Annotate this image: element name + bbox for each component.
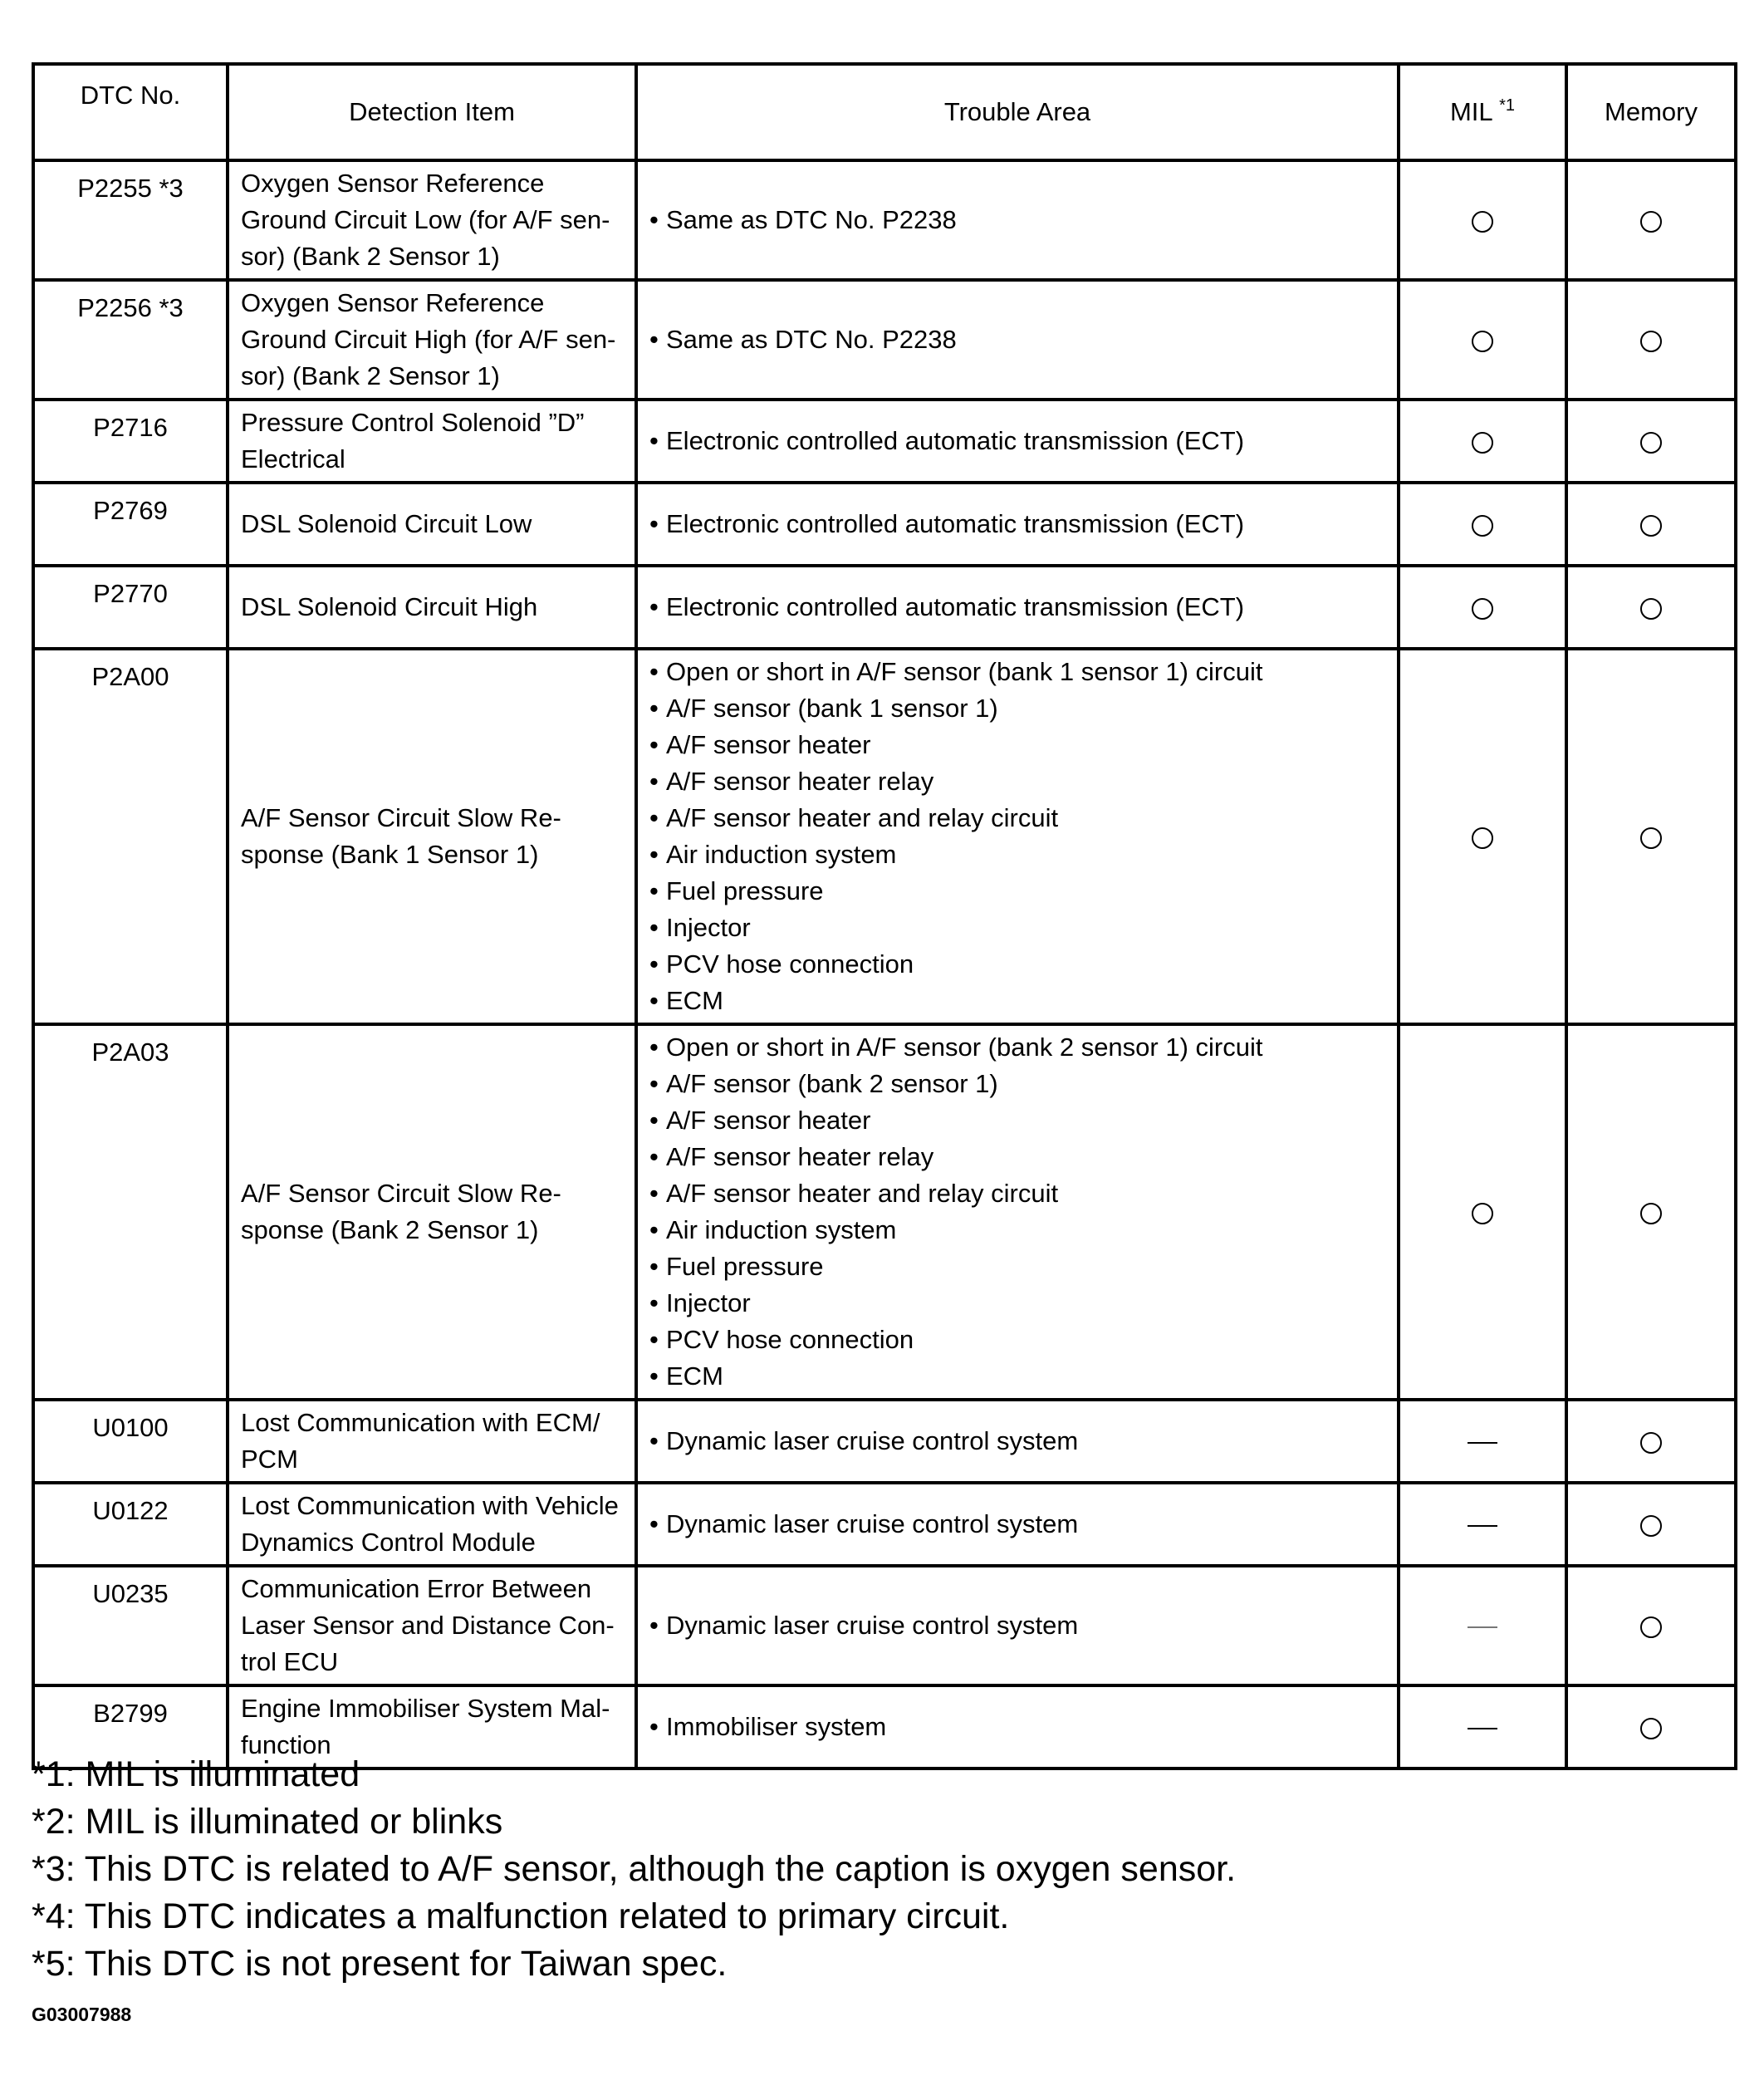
footnote-2: *2: MIL is illuminated or blinks: [32, 1802, 503, 1842]
cell-dtc-no: U0235: [33, 1566, 228, 1685]
cell-dtc-no: P2769: [33, 483, 228, 566]
circle-icon: [1640, 432, 1662, 454]
table-body: [33, 160, 1736, 1768]
trouble-area-item: • Fuel pressure: [649, 1248, 1385, 1285]
cell-dtc-no: P2A03: [33, 1024, 228, 1400]
cell-memory: [1566, 400, 1736, 483]
circle-icon: [1640, 1718, 1662, 1739]
trouble-area-item: • Air induction system: [649, 1212, 1385, 1248]
trouble-area-item: • Open or short in A/F sensor (bank 2 sensor 1) circuit: [649, 1029, 1385, 1066]
cell-mil: [1399, 1400, 1566, 1483]
trouble-area-item: • Fuel pressure: [649, 873, 1385, 910]
trouble-area-item: • Air induction system: [649, 836, 1385, 873]
circle-icon: [1640, 827, 1662, 849]
cell-detection-item: Lost Communication with Vehicle Dynamics Control Module: [228, 1483, 636, 1566]
circle-icon: [1472, 331, 1493, 352]
cell-memory: [1566, 160, 1736, 280]
cell-trouble-area: [636, 160, 1399, 280]
trouble-area-item: • A/F sensor heater relay: [649, 763, 1385, 800]
cell-dtc-no: P2256 *3: [33, 280, 228, 400]
cell-mil: [1399, 649, 1566, 1024]
dash-icon: [1468, 1442, 1497, 1444]
trouble-area-item: • Electronic controlled automatic transmission (ECT): [649, 506, 1385, 542]
circle-icon: [1472, 1203, 1493, 1224]
table-header-row: [33, 64, 1736, 160]
table-row: [33, 400, 1736, 483]
trouble-area-item: • Open or short in A/F sensor (bank 1 sensor 1) circuit: [649, 654, 1385, 690]
trouble-area-list: [649, 589, 1385, 625]
trouble-area-item: • ECM: [649, 983, 1385, 1019]
trouble-area-list: [649, 654, 1385, 1019]
dash-icon: [1468, 1525, 1497, 1527]
cell-dtc-no: P2A00: [33, 649, 228, 1024]
cell-memory: [1566, 566, 1736, 649]
cell-trouble-area: [636, 1400, 1399, 1483]
trouble-area-item: • Immobiliser system: [649, 1709, 1385, 1745]
trouble-area-item: • Electronic controlled automatic transmission (ECT): [649, 589, 1385, 625]
dash-icon: [1468, 1626, 1497, 1628]
cell-dtc-no: P2255 *3: [33, 160, 228, 280]
circle-icon: [1640, 211, 1662, 233]
cell-memory: [1566, 1483, 1736, 1566]
trouble-area-item: • Dynamic laser cruise control system: [649, 1607, 1385, 1644]
circle-icon: [1640, 515, 1662, 537]
trouble-area-list: [649, 1029, 1385, 1395]
trouble-area-item: • A/F sensor heater and relay circuit: [649, 1175, 1385, 1212]
cell-trouble-area: [636, 400, 1399, 483]
cell-dtc-no: P2716: [33, 400, 228, 483]
trouble-area-list: [649, 321, 1385, 358]
cell-memory: [1566, 1566, 1736, 1685]
circle-icon: [1472, 211, 1493, 233]
trouble-area-item: • A/F sensor (bank 2 sensor 1): [649, 1066, 1385, 1102]
footnote-1: *1: MIL is illuminated: [32, 1754, 360, 1794]
trouble-area-list: [649, 1506, 1385, 1543]
cell-mil: [1399, 280, 1566, 400]
cell-detection-item: Communication Error Between Laser Sensor and Distance Con-trol ECU: [228, 1566, 636, 1685]
cell-memory: [1566, 1400, 1736, 1483]
cell-memory: [1566, 280, 1736, 400]
dash-icon: [1468, 1728, 1497, 1729]
header-mil-note: *1: [1499, 96, 1516, 115]
footnotes: [32, 1751, 1236, 1988]
cell-detection-item: Oxygen Sensor Reference Ground Circuit Low (for A/F sen-sor) (Bank 2 Sensor 1): [228, 160, 636, 280]
header-mil-label: MIL: [1449, 97, 1492, 126]
cell-trouble-area: [636, 649, 1399, 1024]
cell-dtc-no: U0100: [33, 1400, 228, 1483]
trouble-area-list: [649, 1423, 1385, 1459]
table-row: [33, 280, 1736, 400]
header-trouble-area: Trouble Area: [636, 64, 1399, 160]
table-row: [33, 483, 1736, 566]
circle-icon: [1640, 1432, 1662, 1454]
trouble-area-item: • ECM: [649, 1358, 1385, 1395]
header-detection-item: Detection Item: [228, 64, 636, 160]
cell-mil: [1399, 483, 1566, 566]
cell-trouble-area: [636, 1024, 1399, 1400]
cell-detection-item: DSL Solenoid Circuit Low: [228, 483, 636, 566]
trouble-area-list: [649, 1607, 1385, 1644]
cell-detection-item: Oxygen Sensor Reference Ground Circuit High (for A/F sen-sor) (Bank 2 Sensor 1): [228, 280, 636, 400]
header-memory: Memory: [1566, 64, 1736, 160]
trouble-area-item: • Injector: [649, 1285, 1385, 1322]
circle-icon: [1472, 827, 1493, 849]
trouble-area-item: • Dynamic laser cruise control system: [649, 1506, 1385, 1543]
trouble-area-item: • A/F sensor heater and relay circuit: [649, 800, 1385, 836]
trouble-area-list: [649, 1709, 1385, 1745]
cell-memory: [1566, 1024, 1736, 1400]
circle-icon: [1472, 515, 1493, 537]
trouble-area-list: [649, 506, 1385, 542]
circle-icon: [1640, 1515, 1662, 1537]
cell-detection-item: A/F Sensor Circuit Slow Re-sponse (Bank 1 Sensor 1): [228, 649, 636, 1024]
trouble-area-item: • Same as DTC No. P2238: [649, 202, 1385, 238]
circle-icon: [1640, 331, 1662, 352]
table-row: [33, 566, 1736, 649]
trouble-area-item: • A/F sensor (bank 1 sensor 1): [649, 690, 1385, 727]
cell-dtc-no: P2770: [33, 566, 228, 649]
circle-icon: [1640, 1616, 1662, 1638]
footnote-3: *3: This DTC is related to A/F sensor, although the caption is oxygen sensor.: [32, 1849, 1237, 1889]
cell-dtc-no: U0122: [33, 1483, 228, 1566]
cell-memory: [1566, 649, 1736, 1024]
cell-trouble-area: [636, 566, 1399, 649]
cell-trouble-area: [636, 1483, 1399, 1566]
figure-id: G03007988: [32, 2004, 132, 2025]
cell-mil: [1399, 160, 1566, 280]
cell-detection-item: A/F Sensor Circuit Slow Re-sponse (Bank 2 Sensor 1): [228, 1024, 636, 1400]
table-row: [33, 649, 1736, 1024]
table-row: [33, 1566, 1736, 1685]
header-mil: [1399, 64, 1566, 160]
circle-icon: [1640, 1203, 1662, 1224]
trouble-area-item: • PCV hose connection: [649, 1322, 1385, 1358]
cell-mil: [1399, 400, 1566, 483]
trouble-area-item: • Injector: [649, 910, 1385, 946]
trouble-area-item: • A/F sensor heater relay: [649, 1139, 1385, 1175]
cell-trouble-area: [636, 483, 1399, 566]
trouble-area-item: • Same as DTC No. P2238: [649, 321, 1385, 358]
circle-icon: [1472, 598, 1493, 620]
cell-detection-item: Lost Communication with ECM/ PCM: [228, 1400, 636, 1483]
cell-trouble-area: [636, 1566, 1399, 1685]
header-dtc-no: DTC No.: [33, 64, 228, 160]
cell-memory: [1566, 1685, 1736, 1768]
trouble-area-item: • PCV hose connection: [649, 946, 1385, 983]
footnote-4: *4: This DTC indicates a malfunction related to primary circuit.: [32, 1896, 1010, 1936]
table-row: [33, 1024, 1736, 1400]
table-row: [33, 1400, 1736, 1483]
cell-dtc-no: B2799: [33, 1685, 228, 1768]
circle-icon: [1472, 432, 1493, 454]
trouble-area-list: [649, 202, 1385, 238]
table-row: [33, 1483, 1736, 1566]
cell-mil: [1399, 1685, 1566, 1768]
footnote-5: *5: This DTC is not present for Taiwan spec.: [32, 1944, 728, 1984]
dtc-table: [32, 62, 1737, 1770]
trouble-area-list: [649, 423, 1385, 459]
trouble-area-item: • Electronic controlled automatic transmission (ECT): [649, 423, 1385, 459]
trouble-area-item: • A/F sensor heater: [649, 727, 1385, 763]
trouble-area-item: • A/F sensor heater: [649, 1102, 1385, 1139]
trouble-area-item: • Dynamic laser cruise control system: [649, 1423, 1385, 1459]
cell-trouble-area: [636, 280, 1399, 400]
cell-detection-item: Engine Immobiliser System Mal-function: [228, 1685, 636, 1768]
cell-detection-item: DSL Solenoid Circuit High: [228, 566, 636, 649]
cell-mil: [1399, 1024, 1566, 1400]
cell-mil: [1399, 1483, 1566, 1566]
circle-icon: [1640, 598, 1662, 620]
cell-mil: [1399, 566, 1566, 649]
cell-mil: [1399, 1566, 1566, 1685]
cell-detection-item: Pressure Control Solenoid ”D” Electrical: [228, 400, 636, 483]
table-row: [33, 160, 1736, 280]
cell-memory: [1566, 483, 1736, 566]
